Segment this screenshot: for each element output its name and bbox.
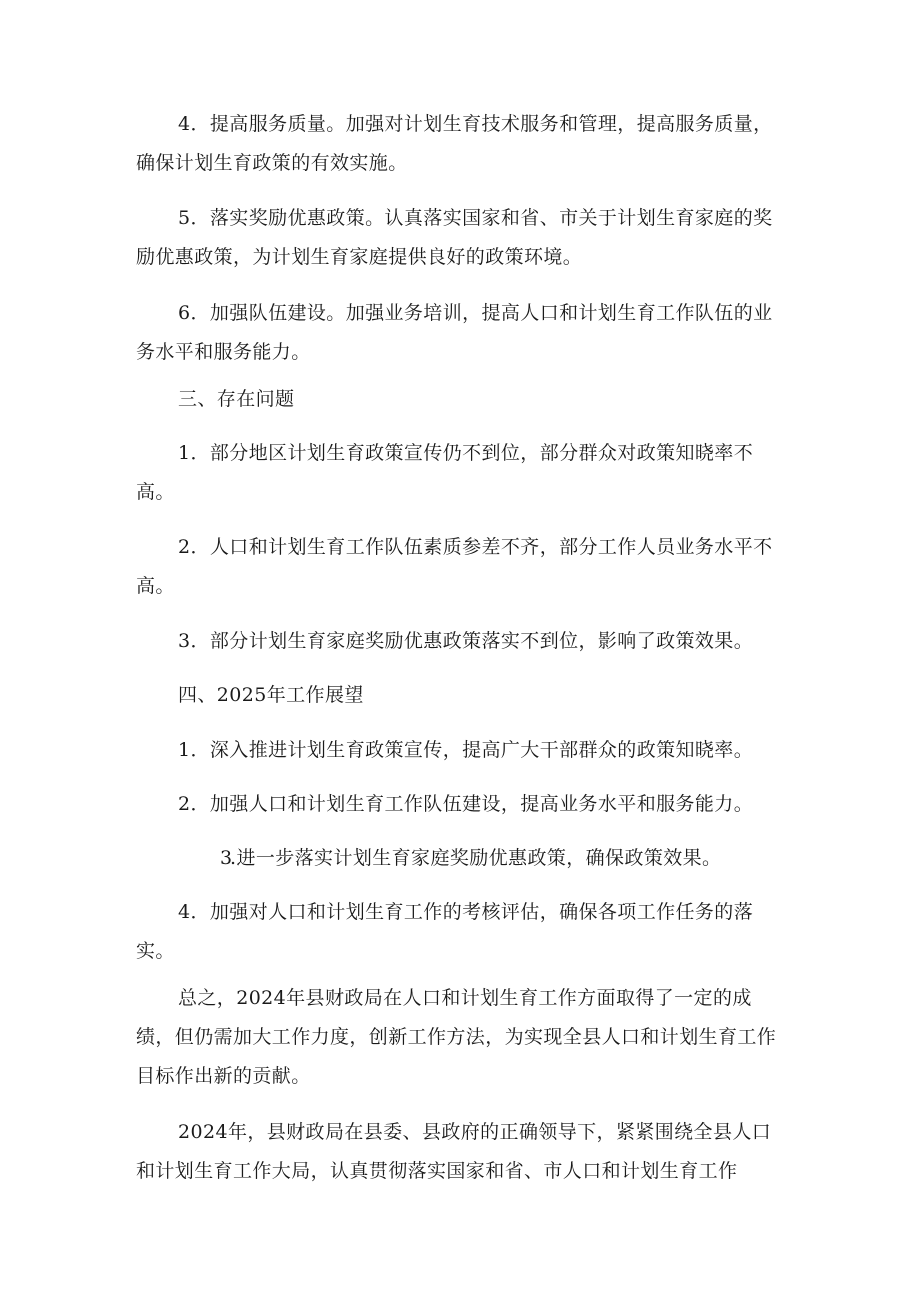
paragraph-team-building: 6．加强队伍建设。加强业务培训，提高人口和计划生育工作队伍的业务水平和服务能力。	[136, 302, 773, 363]
paragraph-summary-intro: 2024年，县财政局在县委、县政府的正确领导下，紧紧围绕全县人口和计划生育工作大局，认真贯彻落实国家和省、市人口和计划生育工作	[136, 1121, 772, 1182]
paragraph-outlook-4: 4．加强对人口和计划生育工作的考核评估，确保各项工作任务的落实。	[136, 901, 754, 962]
section-heading-problems: 三、存在问题	[178, 388, 295, 410]
paragraph-outlook-2: 2．加强人口和计划生育工作队伍建设，提高业务水平和服务能力。	[178, 793, 754, 815]
paragraph-problem-3: 3．部分计划生育家庭奖励优惠政策落实不到位，影响了政策效果。	[178, 630, 754, 652]
section-heading-outlook: 四、2025年工作展望	[178, 684, 364, 706]
paragraph-outlook-3	[136, 839, 786, 878]
item-number: 3	[220, 847, 233, 869]
paragraph-problem-1: 1．部分地区计划生育政策宣传仍不到位，部分群众对政策知晓率不高。	[136, 442, 754, 503]
paragraph-outlook-1: 1．深入推进计划生育政策宣传，提高广大干部群众的政策知晓率。	[178, 739, 754, 761]
item-text: .进一步落实计划生育家庭奖励优惠政策，确保政策效果。	[230, 847, 722, 869]
paragraph-problem-2: 2．人口和计划生育工作队伍素质参差不齐，部分工作人员业务水平不高。	[136, 536, 773, 597]
paragraph-improve-service-quality: 4．提高服务质量。加强对计划生育技术服务和管理，提高服务质量，确保计划生育政策的有效实施。	[136, 113, 773, 174]
paragraph-conclusion: 总之，2024年县财政局在人口和计划生育工作方面取得了一定的成绩，但仍需加大工作力度，创新工作方法，为实现全县人口和计划生育工作目标作出新的贡献。	[136, 987, 777, 1087]
paragraph-reward-policy: 5．落实奖励优惠政策。认真落实国家和省、市关于计划生育家庭的奖励优惠政策，为计划生育家庭提供良好的政策环境。	[136, 207, 773, 268]
